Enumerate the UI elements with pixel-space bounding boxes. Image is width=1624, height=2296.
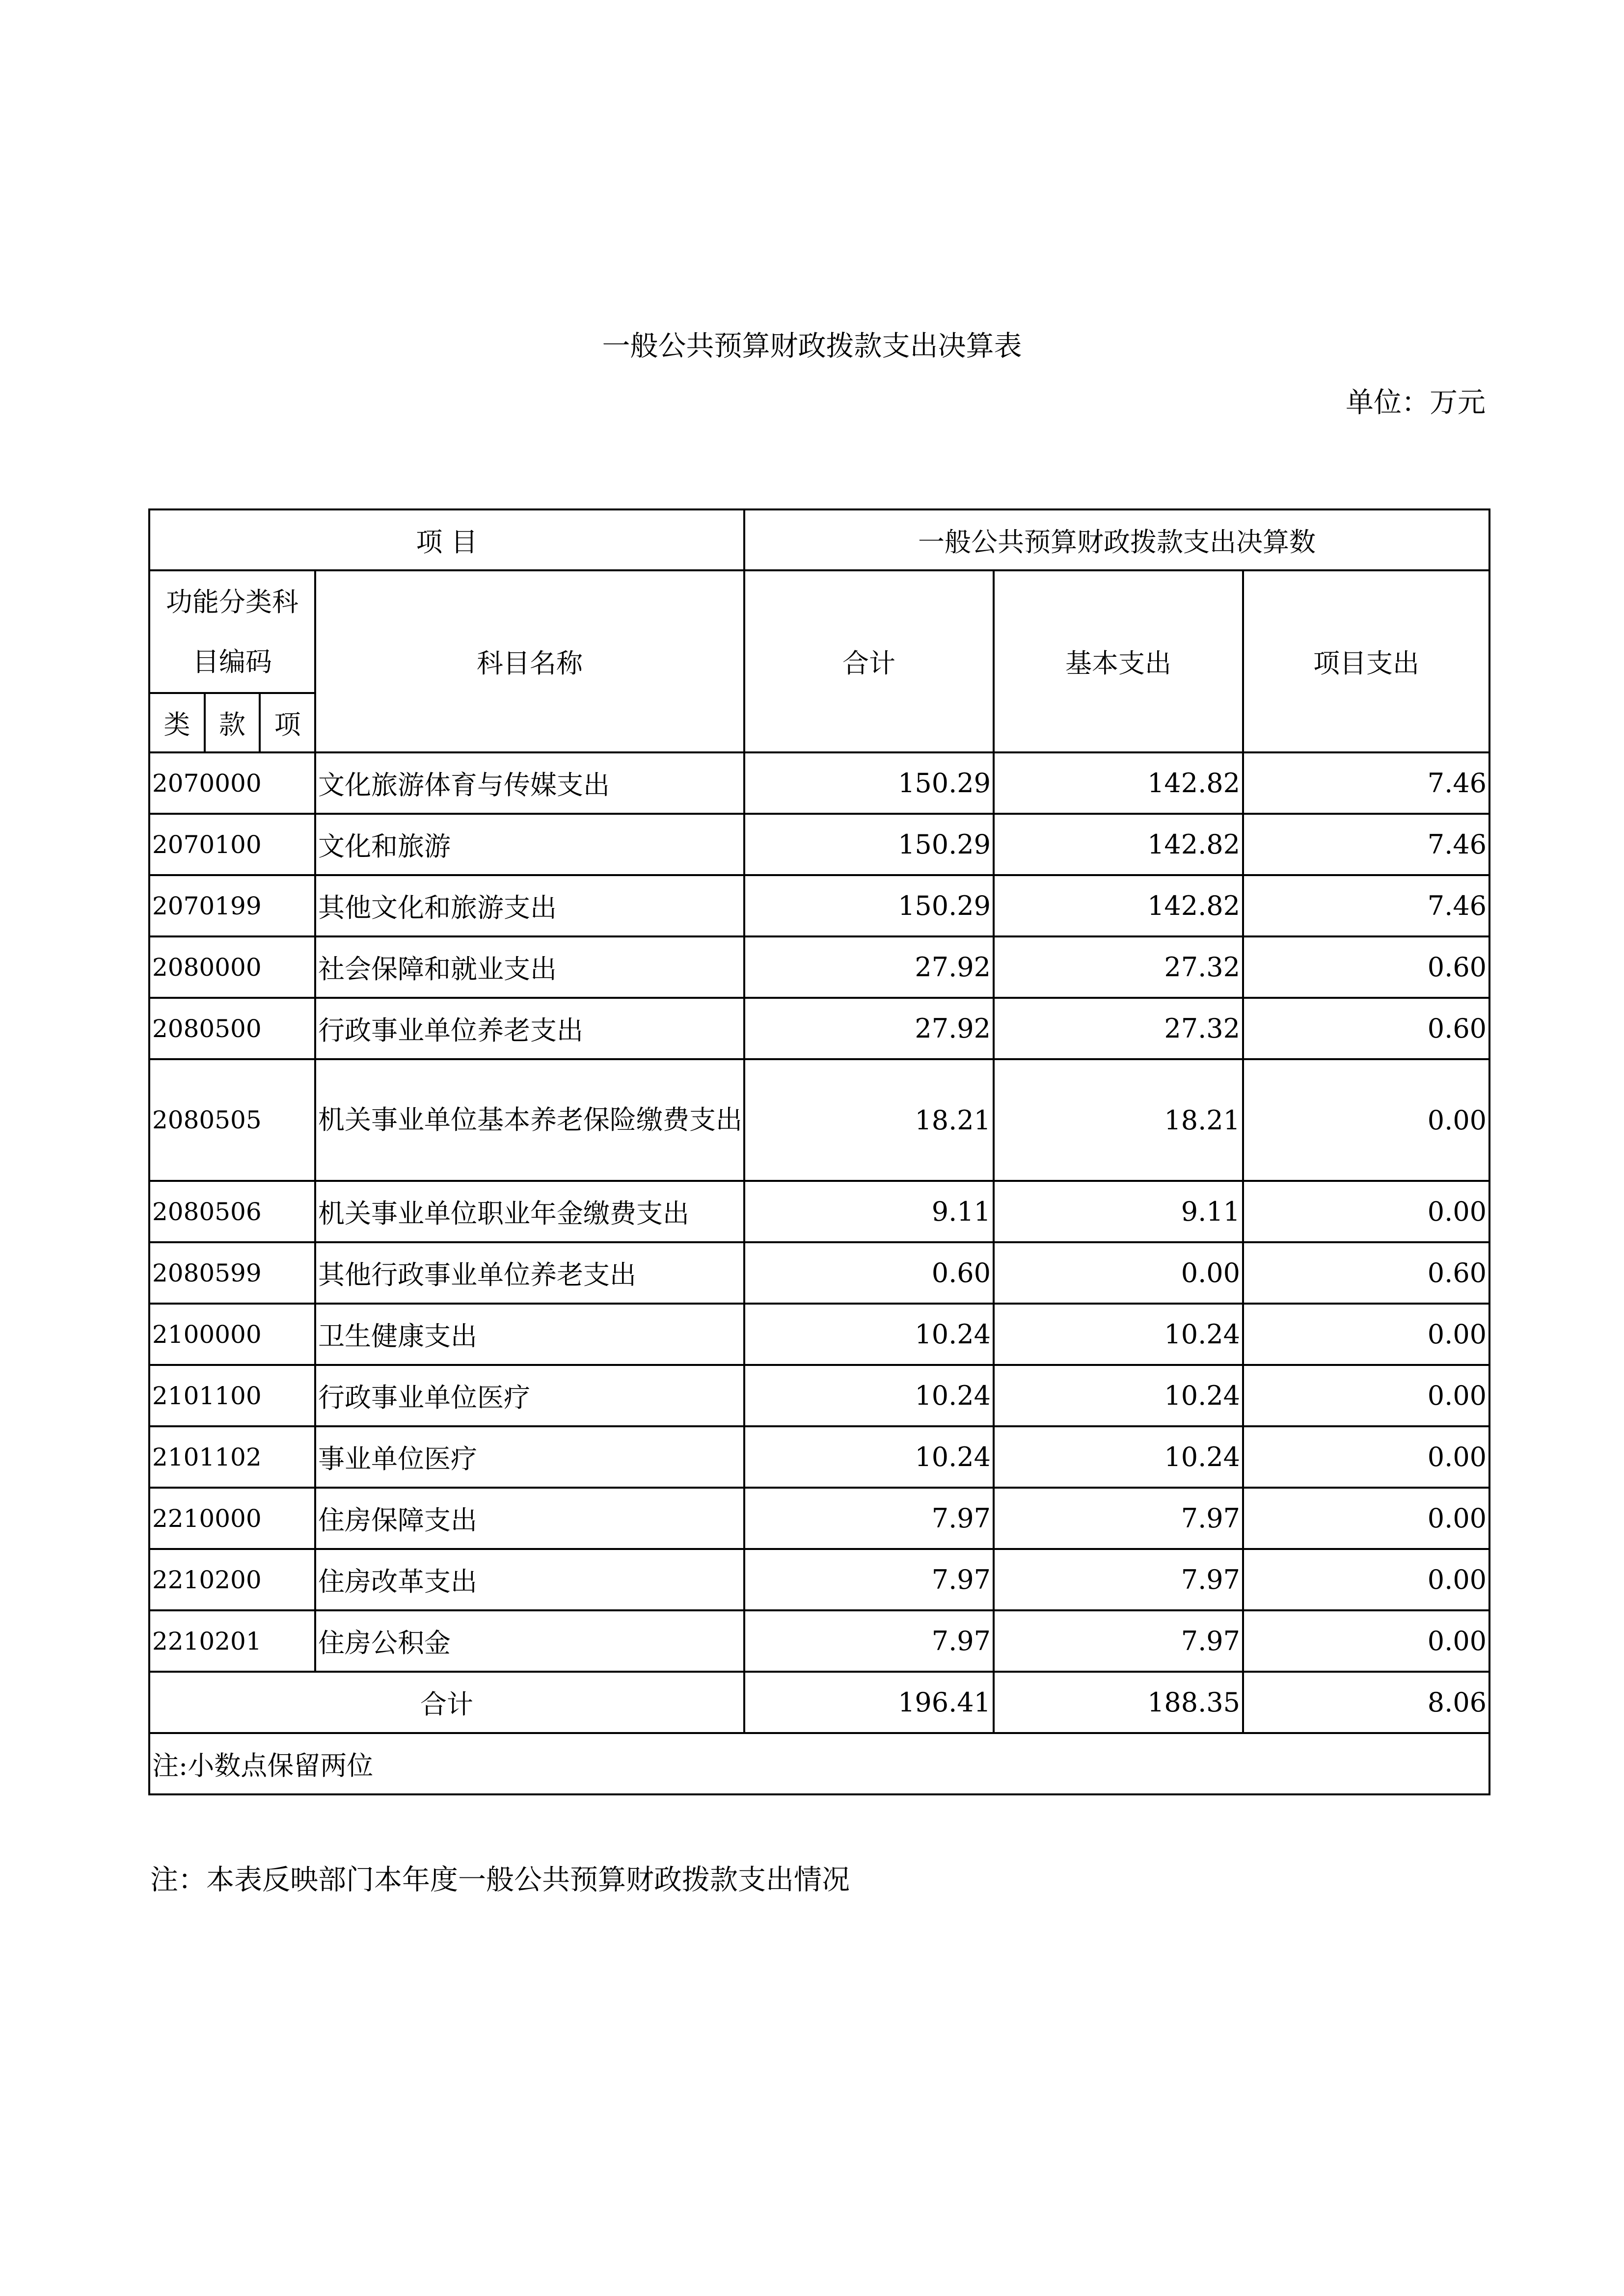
footnote: 注：本表反映部门本年度一般公共预算财政拨款支出情况 [150,1864,850,1896]
row-project: 7.46 [1243,814,1489,875]
table-row [149,1059,1489,1181]
sum-total: 196.41 [744,1672,994,1733]
row-code: 2210200 [149,1549,315,1610]
row-name: 机关事业单位基本养老保险缴费支出 [315,1059,744,1181]
row-code: 2080506 [149,1181,315,1242]
row-total: 9.11 [744,1181,994,1242]
sum-basic: 188.35 [994,1672,1243,1733]
row-name: 行政事业单位医疗 [315,1365,744,1426]
row-project: 0.00 [1243,1304,1489,1365]
row-code: 2080599 [149,1242,315,1304]
table-row [149,1365,1489,1426]
row-basic: 10.24 [994,1365,1243,1426]
table-note: 注:小数点保留两位 [149,1733,1489,1794]
row-basic: 7.97 [994,1610,1243,1672]
row-total: 10.24 [744,1365,994,1426]
appropriation-table [148,508,1490,1795]
row-basic: 9.11 [994,1181,1243,1242]
row-basic: 7.97 [994,1549,1243,1610]
row-project: 0.00 [1243,1549,1489,1610]
sum-row [149,1672,1489,1733]
row-basic: 142.82 [994,875,1243,936]
row-project: 7.46 [1243,752,1489,814]
row-total: 27.92 [744,936,994,998]
header-amount-group: 一般公共预算财政拨款支出决算数 [744,509,1489,570]
row-basic: 18.21 [994,1059,1243,1181]
row-code: 2080505 [149,1059,315,1181]
row-project: 0.00 [1243,1059,1489,1181]
row-basic: 10.24 [994,1426,1243,1488]
row-basic: 142.82 [994,814,1243,875]
row-project: 0.60 [1243,998,1489,1059]
row-name: 机关事业单位职业年金缴费支出 [315,1181,744,1242]
header-lei: 类 [163,709,190,740]
header-row-1 [149,509,1489,570]
header-subject-name: 科目名称 [315,570,744,752]
row-name: 住房保障支出 [315,1488,744,1549]
row-project: 0.60 [1243,936,1489,998]
row-name: 社会保障和就业支出 [315,936,744,998]
header-project-exp: 项目支出 [1243,570,1489,752]
row-code: 2070000 [149,752,315,814]
row-code: 2080000 [149,936,315,998]
table-row [149,1549,1489,1610]
row-project: 7.46 [1243,875,1489,936]
header-project: 项 目 [149,509,744,570]
row-total: 27.92 [744,998,994,1059]
table-row [149,1610,1489,1672]
table-row [149,1488,1489,1549]
row-project: 0.60 [1243,1242,1489,1304]
row-code: 2210000 [149,1488,315,1549]
table-row [149,752,1489,814]
row-basic: 0.00 [994,1242,1243,1304]
table-row [149,814,1489,875]
func-code-line2: 目编码 [192,646,272,677]
header-kuan: 款 [204,694,259,751]
row-name: 其他行政事业单位养老支出 [315,1242,744,1304]
header-xiang: 项 [259,694,314,751]
code-subheaders [150,692,314,751]
header-basic: 基本支出 [994,570,1243,752]
table-row [149,1426,1489,1488]
note-row [149,1733,1489,1794]
row-code: 2080500 [149,998,315,1059]
page-title: 一般公共预算财政拨款支出决算表 [602,330,1022,362]
row-name: 事业单位医疗 [315,1426,744,1488]
row-project: 0.00 [1243,1488,1489,1549]
row-basic: 142.82 [994,752,1243,814]
row-total: 18.21 [744,1059,994,1181]
row-name: 住房公积金 [315,1610,744,1672]
row-code: 2101100 [149,1365,315,1426]
row-basic: 10.24 [994,1304,1243,1365]
row-name: 文化旅游体育与传媒支出 [315,752,744,814]
row-name: 卫生健康支出 [315,1304,744,1365]
row-total: 150.29 [744,875,994,936]
row-basic: 7.97 [994,1488,1243,1549]
row-basic: 27.32 [994,998,1243,1059]
func-code-line1: 功能分类科 [166,587,298,617]
row-total: 10.24 [744,1426,994,1488]
row-name: 其他文化和旅游支出 [315,875,744,936]
table-row [149,936,1489,998]
row-total: 7.97 [744,1549,994,1610]
row-code: 2070100 [149,814,315,875]
row-total: 150.29 [744,814,994,875]
row-basic: 27.32 [994,936,1243,998]
table-row [149,1304,1489,1365]
table-row [149,875,1489,936]
row-name: 文化和旅游 [315,814,744,875]
row-code: 2101102 [149,1426,315,1488]
row-code: 2100000 [149,1304,315,1365]
row-total: 0.60 [744,1242,994,1304]
unit-label: 单位：万元 [1346,386,1486,419]
row-total: 150.29 [744,752,994,814]
header-total: 合计 [744,570,994,752]
row-project: 0.00 [1243,1365,1489,1426]
sum-label: 合计 [149,1672,744,1733]
row-project: 0.00 [1243,1426,1489,1488]
table-body [149,509,1489,1794]
sum-project: 8.06 [1243,1672,1489,1733]
table-row [149,998,1489,1059]
row-project: 0.00 [1243,1181,1489,1242]
row-code: 2210201 [149,1610,315,1672]
row-total: 7.97 [744,1610,994,1672]
table-row [149,1242,1489,1304]
row-project: 0.00 [1243,1610,1489,1672]
table-row [149,1181,1489,1242]
row-total: 10.24 [744,1304,994,1365]
row-name: 行政事业单位养老支出 [315,998,744,1059]
header-row-2 [149,570,1489,752]
func-code-label [150,571,314,692]
header-func-code [149,570,315,752]
row-code: 2070199 [149,875,315,936]
row-total: 7.97 [744,1488,994,1549]
row-name: 住房改革支出 [315,1549,744,1610]
